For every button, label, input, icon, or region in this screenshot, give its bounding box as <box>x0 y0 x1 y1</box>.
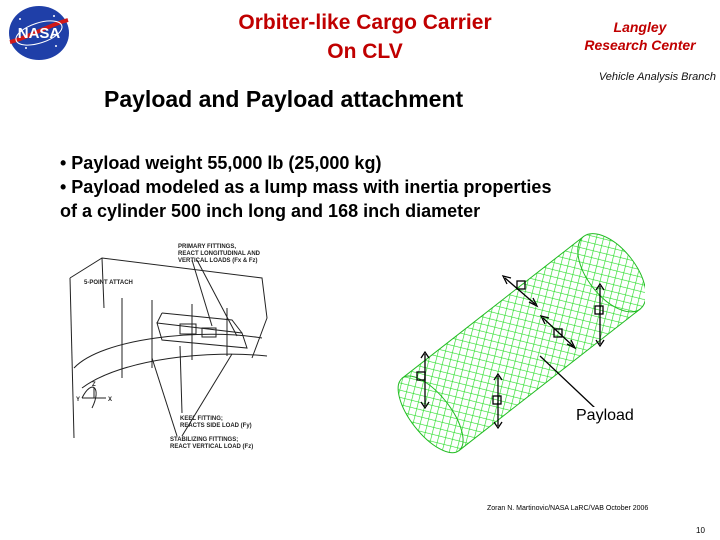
title-line-2: On CLV <box>327 40 403 63</box>
bullet-item: • Payload modeled as a lump mass with inertia properties <box>60 177 552 197</box>
branch-name: Vehicle Analysis Branch <box>598 71 716 83</box>
org-line-2: Research Center <box>584 37 696 53</box>
slide-header-title <box>200 8 530 66</box>
payload-label: Payload <box>576 407 634 424</box>
nasa-logo-text: NASA <box>17 25 61 42</box>
title-line-1: Orbiter-like Cargo Carrier <box>238 11 492 34</box>
label-keel-2: REACTS SIDE LOAD (Fy) <box>180 423 252 429</box>
nasa-logo <box>6 4 72 62</box>
author-credit: Zoran N. Martinovic/NASA LaRC/VAB October 2006 <box>487 505 649 512</box>
axis-x-label: X <box>108 397 113 403</box>
label-primary-3: VERTICAL LOADS (Fx & Fz) <box>178 258 258 264</box>
bullet-item: • Payload weight 55,000 lb (25,000 kg) <box>60 153 382 173</box>
label-keel-1: KEEL FITTING; <box>180 416 223 422</box>
bullet-item: of a cylinder 500 inch long and 168 inch diameter <box>60 201 481 221</box>
label-attach: 5-POINT ATTACH <box>84 280 133 286</box>
bullet-list <box>60 151 660 223</box>
axis-y-label: Y <box>76 397 81 403</box>
label-primary-1: PRIMARY FITTINGS, <box>178 244 237 250</box>
organization-name <box>560 18 720 54</box>
axis-z-label: Z <box>92 382 96 388</box>
page-number: 10 <box>696 526 705 535</box>
attachment-sketch <box>62 238 292 460</box>
label-stab-1: STABILIZING FITTINGS; <box>170 437 239 443</box>
label-stab-2: REACT VERTICAL LOAD (Fz) <box>170 444 254 450</box>
org-line-1: Langley <box>613 19 667 35</box>
label-primary-2: REACT LONGITUDINAL AND <box>178 251 260 257</box>
slide-title: Payload and Payload attachment <box>104 86 464 112</box>
